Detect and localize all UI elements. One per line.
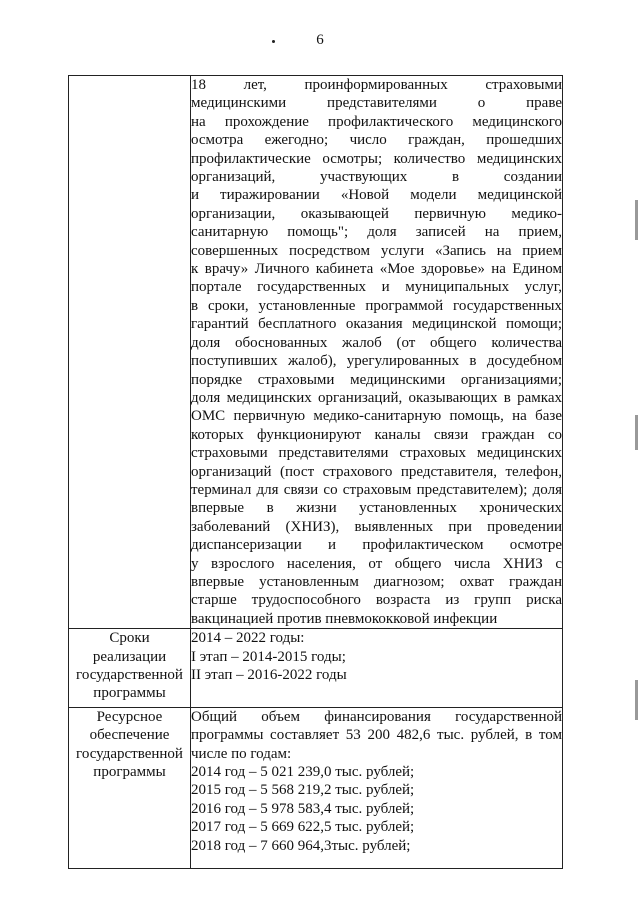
text-line: в сроки, установленные программой государственных <box>191 297 562 314</box>
scan-edge-mark <box>635 200 638 240</box>
text-line: организаций, участвующих в создании <box>191 169 562 186</box>
text-line: 2015 год – 5 568 219,2 тыс. рублей; <box>191 782 415 799</box>
label-line: Ресурсное <box>96 708 163 725</box>
label-line: обеспечение <box>89 727 170 744</box>
text-line: гарантий бесплатного оказания медицинской помощи; <box>191 316 562 333</box>
text-line: впервые в жизни установленных хронических <box>191 500 562 517</box>
text-line: 2014 год – 5 021 239,0 тыс. рублей; <box>191 764 415 781</box>
text-line: осмотра ежегодно; число граждан, прошедших <box>191 132 562 149</box>
indicators-content <box>191 76 563 629</box>
table-row-terms <box>69 629 563 708</box>
text-line: заболеваний (ХНИЗ), выявленных при проведении <box>191 518 562 535</box>
text-line: поступивших жалоб), урегулированных в досудебном <box>191 353 562 370</box>
scan-edge-mark <box>635 415 638 450</box>
text-line: на прохождение профилактического медицинского <box>191 113 562 130</box>
label-line: Сроки <box>109 630 150 647</box>
text-line: I этап – 2014-2015 годы; <box>191 648 346 665</box>
text-line: диспансеризации и профилактическом осмотре <box>191 537 562 554</box>
terms-content <box>191 629 563 708</box>
label-line: реализации <box>92 648 167 665</box>
text-line: организации, оказывающей первичную медико- <box>191 205 562 222</box>
label-line: государственной <box>76 667 183 683</box>
text-line: организаций (пост страхового представителя, телефон, <box>191 463 562 480</box>
text-line: 2014 – 2022 годы: <box>191 630 305 647</box>
scan-edge-mark <box>635 680 638 720</box>
text-line: терминал для связи со страховым представителем); доля <box>191 481 562 498</box>
text-line: профилактические осмотры; количество медицинских <box>191 150 562 167</box>
text-line: программы составляет 53 200 482,6 тыс. рублей, в том <box>191 727 562 744</box>
text-line: 2016 год – 5 978 583,4 тыс. рублей; <box>191 800 415 817</box>
text-line: у взрослого населения, от общего числа ХНИЗ с <box>191 555 562 572</box>
text-line: ОМС первичную медико-санитарную помощь, на базе <box>191 408 562 425</box>
scan-dot <box>272 40 275 43</box>
text-line: доля медицинских организаций, оказывающих в рамках <box>191 389 562 406</box>
text-line: 2017 год – 5 669 622,5 тыс. рублей; <box>191 819 415 836</box>
text-line: Общий объем финансирования государственной <box>191 708 562 725</box>
label-cell-empty <box>69 76 191 629</box>
text-line: впервые установленным диагнозом; охват граждан <box>191 573 562 590</box>
text-line: которых функционируют каналы связи граждан со <box>191 426 562 443</box>
text-line: порядке страховыми медицинскими организациями; <box>191 371 562 388</box>
text-line: страховыми представителями страховых медицинских <box>191 445 562 462</box>
text-line: к врачу» Личного кабинета «Мое здоровье» на Едином <box>191 261 562 278</box>
page-number: 6 <box>316 32 324 48</box>
funding-content <box>191 707 563 868</box>
text-line: доля обоснованных жалоб (от общего количества <box>191 334 562 351</box>
program-passport-table <box>68 75 563 869</box>
text-line: числе по годам: <box>191 745 292 762</box>
text-line: II этап – 2016-2022 годы <box>191 667 347 683</box>
table-row-indicators <box>69 76 563 629</box>
label-line: государственной <box>76 745 183 762</box>
text-line: и тиражировании «Новой модели медицинской <box>191 187 562 204</box>
label-cell-funding <box>69 707 191 868</box>
text-line: 2018 год – 7 660 964,3тыс. рублей; <box>191 837 411 854</box>
text-line: портале государственных и муниципальных услуг, <box>191 279 562 296</box>
text-line: 18 лет, проинформированных страховыми <box>191 77 562 93</box>
table-row-funding <box>69 707 563 868</box>
label-line: программы <box>93 685 166 702</box>
text-line: старше трудоспособного возраста из групп риска <box>191 592 562 609</box>
text-line: вакцинацией против пневмококковой инфекции <box>191 610 498 627</box>
text-line: совершенных посредством услуги «Запись на прием <box>191 242 562 259</box>
label-line: программы <box>93 764 166 781</box>
label-cell-terms <box>69 629 191 708</box>
text-line: медицинскими представителями о праве <box>191 95 562 112</box>
text-line: санитарную помощь"; доля записей на прием, <box>191 224 562 241</box>
